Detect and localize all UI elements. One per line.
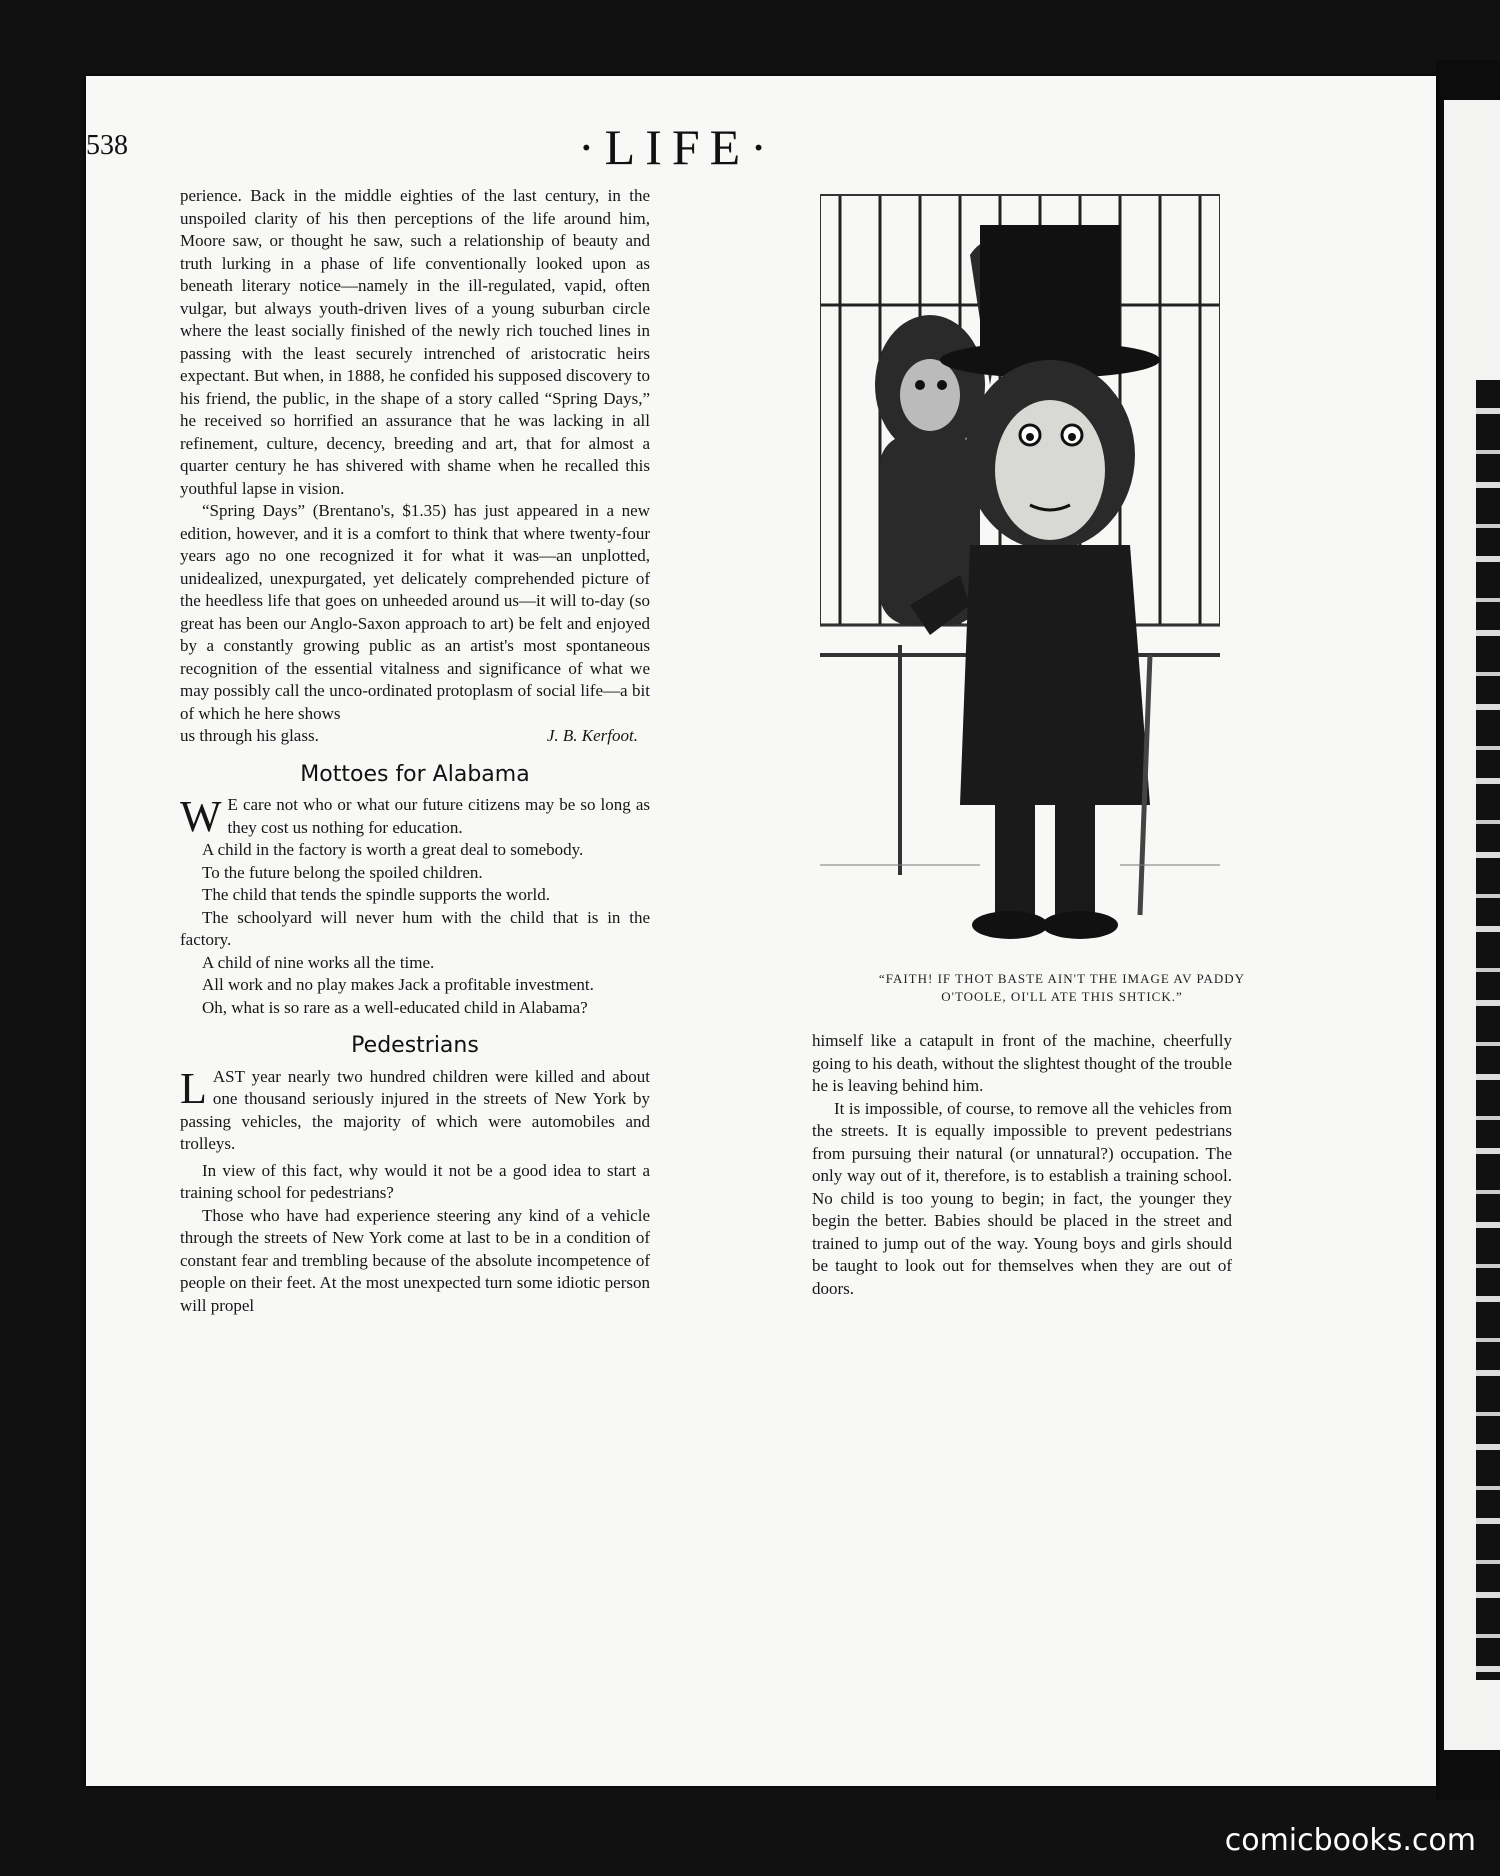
motto-item: A child of nine works all the time. <box>202 952 435 972</box>
motto-item: A child in the factory is worth a great deal to somebody. <box>202 840 584 859</box>
page-number: 538 <box>86 130 128 161</box>
left-column <box>180 185 650 1317</box>
pedestrians-paragraph-3: Those who have had experience steering any kind of a vehicle through the streets of New York come at last to be in a condition of constant fear and trembling because of the absolute incompetence of people on their feet. At the most unexpected turn some idiotic person will propel <box>180 1205 650 1315</box>
pedestrians-paragraph-1 <box>180 1063 650 1156</box>
right-column <box>812 1030 1232 1300</box>
motto-drop-cap: W <box>180 792 222 841</box>
site-watermark: comicbooks.com <box>1224 1823 1476 1858</box>
motto-item: All work and no play makes Jack a profitable investment. <box>202 975 594 994</box>
pedestrians-drop-cap: L <box>180 1063 207 1113</box>
motto-item: The schoolyard will never hum with the child that is in the factory. <box>180 907 650 949</box>
pedestrians-paragraph-5: It is impossible, of course, to remove all the vehicles from the streets. It is equally impossible to prevent pedestrians from pursuing their natural (or unnatural?) occupation. The only way out of it, therefore, is to establish a training school. No child is too young to begin; in fact, the younger they begin the better. Babies should be placed in the street and trained to jump out of the way. Young boys and girls should be taught to look out for themselves when they are out of doors. <box>812 1098 1232 1298</box>
pedestrians-paragraph-4: himself like a catapult in front of the machine, cheerfully going to his death, without the slightest thought of the trouble he is leaving behind him. <box>812 1031 1232 1095</box>
pedestrians-paragraph-1-text: AST year nearly two hundred children were killed and about one thousand seriously injured in the streets of New York by passing vehicles, the majority of which were automobiles and trolleys. <box>180 1066 650 1153</box>
adjacent-page-strip <box>1436 60 1500 1800</box>
adjacent-page-edge <box>1476 380 1500 1680</box>
caption-line-1: “FAITH! IF THOT BASTE AIN'T THE IMAGE AV PADDY <box>878 971 1246 986</box>
motto-item: Oh, what is so rare as a well-educated child in Alabama? <box>202 997 588 1017</box>
pedestrians-paragraph-2: In view of this fact, why would it not be a good idea to start a training school for pedestrians? <box>180 1160 650 1202</box>
motto-item: The child that tends the spindle supports the world. <box>202 885 550 904</box>
motto-first <box>180 794 650 839</box>
review-closing-text: us through his glass. <box>180 726 319 745</box>
motto-first-text: E care not who or what our future citizens may be so long as they cost us nothing for education. <box>227 795 650 837</box>
masthead: ·LIFE· <box>578 119 777 175</box>
review-signature-line <box>180 725 650 748</box>
cartoon-illustration <box>820 185 1220 955</box>
illustration-caption <box>812 970 1312 1006</box>
review-signature: J. B. Kerfoot. <box>546 726 638 745</box>
pedestrians-title: Pedestrians <box>351 1033 479 1058</box>
motto-item: To the future belong the spoiled children. <box>202 862 483 882</box>
review-paragraph-2: “Spring Days” (Brentano's, $1.35) has just appeared in a new edition, however, and it is a comfort to think that where twenty-four years ago no one recognized it for what it was—an unplotted, unidealized, unexpurgated, yet delicately comprehended picture of the heedless life that goes on unheeded around us—it will to-day (so great has been our Anglo-Saxon approach to art) be felt and enjoyed by a constantly growing public as an artist's most spontaneous recognition of the essential vitalness and significance of what we may possibly call the unco-ordinated protoplasm of social life—a bit of which he here shows <box>180 501 650 723</box>
caption-line-2: O'TOOLE, OI'LL ATE THIS SHTICK.” <box>941 989 1183 1004</box>
review-paragraph-1: perience. Back in the middle eighties of the last century, in the unspoiled clarity of his then perceptions of the life around him, Moore saw, or thought he saw, such a relationship of beauty and truth lurking in a phase of life conventionally looked upon as beneath literary notice—namely in the ill-regulated, vapid, often vulgar, but always youth-driven lives of a young suburban circle where the least socially finished of the newly rich touched lines in passing with the least securely intrenched of aristocratic heirs expectant. But when, in 1888, he confided his supposed discovery to his friend, the public, in the shape of a story called “Spring Days,” he received so horrified an assurance that he was lacking in all refinement, culture, decency, breeding and art, that for almost a quarter century he has shivered with shame when he recalled this youthful lapse in vision. <box>180 186 650 498</box>
mottoes-title: Mottoes for Alabama <box>300 761 530 787</box>
